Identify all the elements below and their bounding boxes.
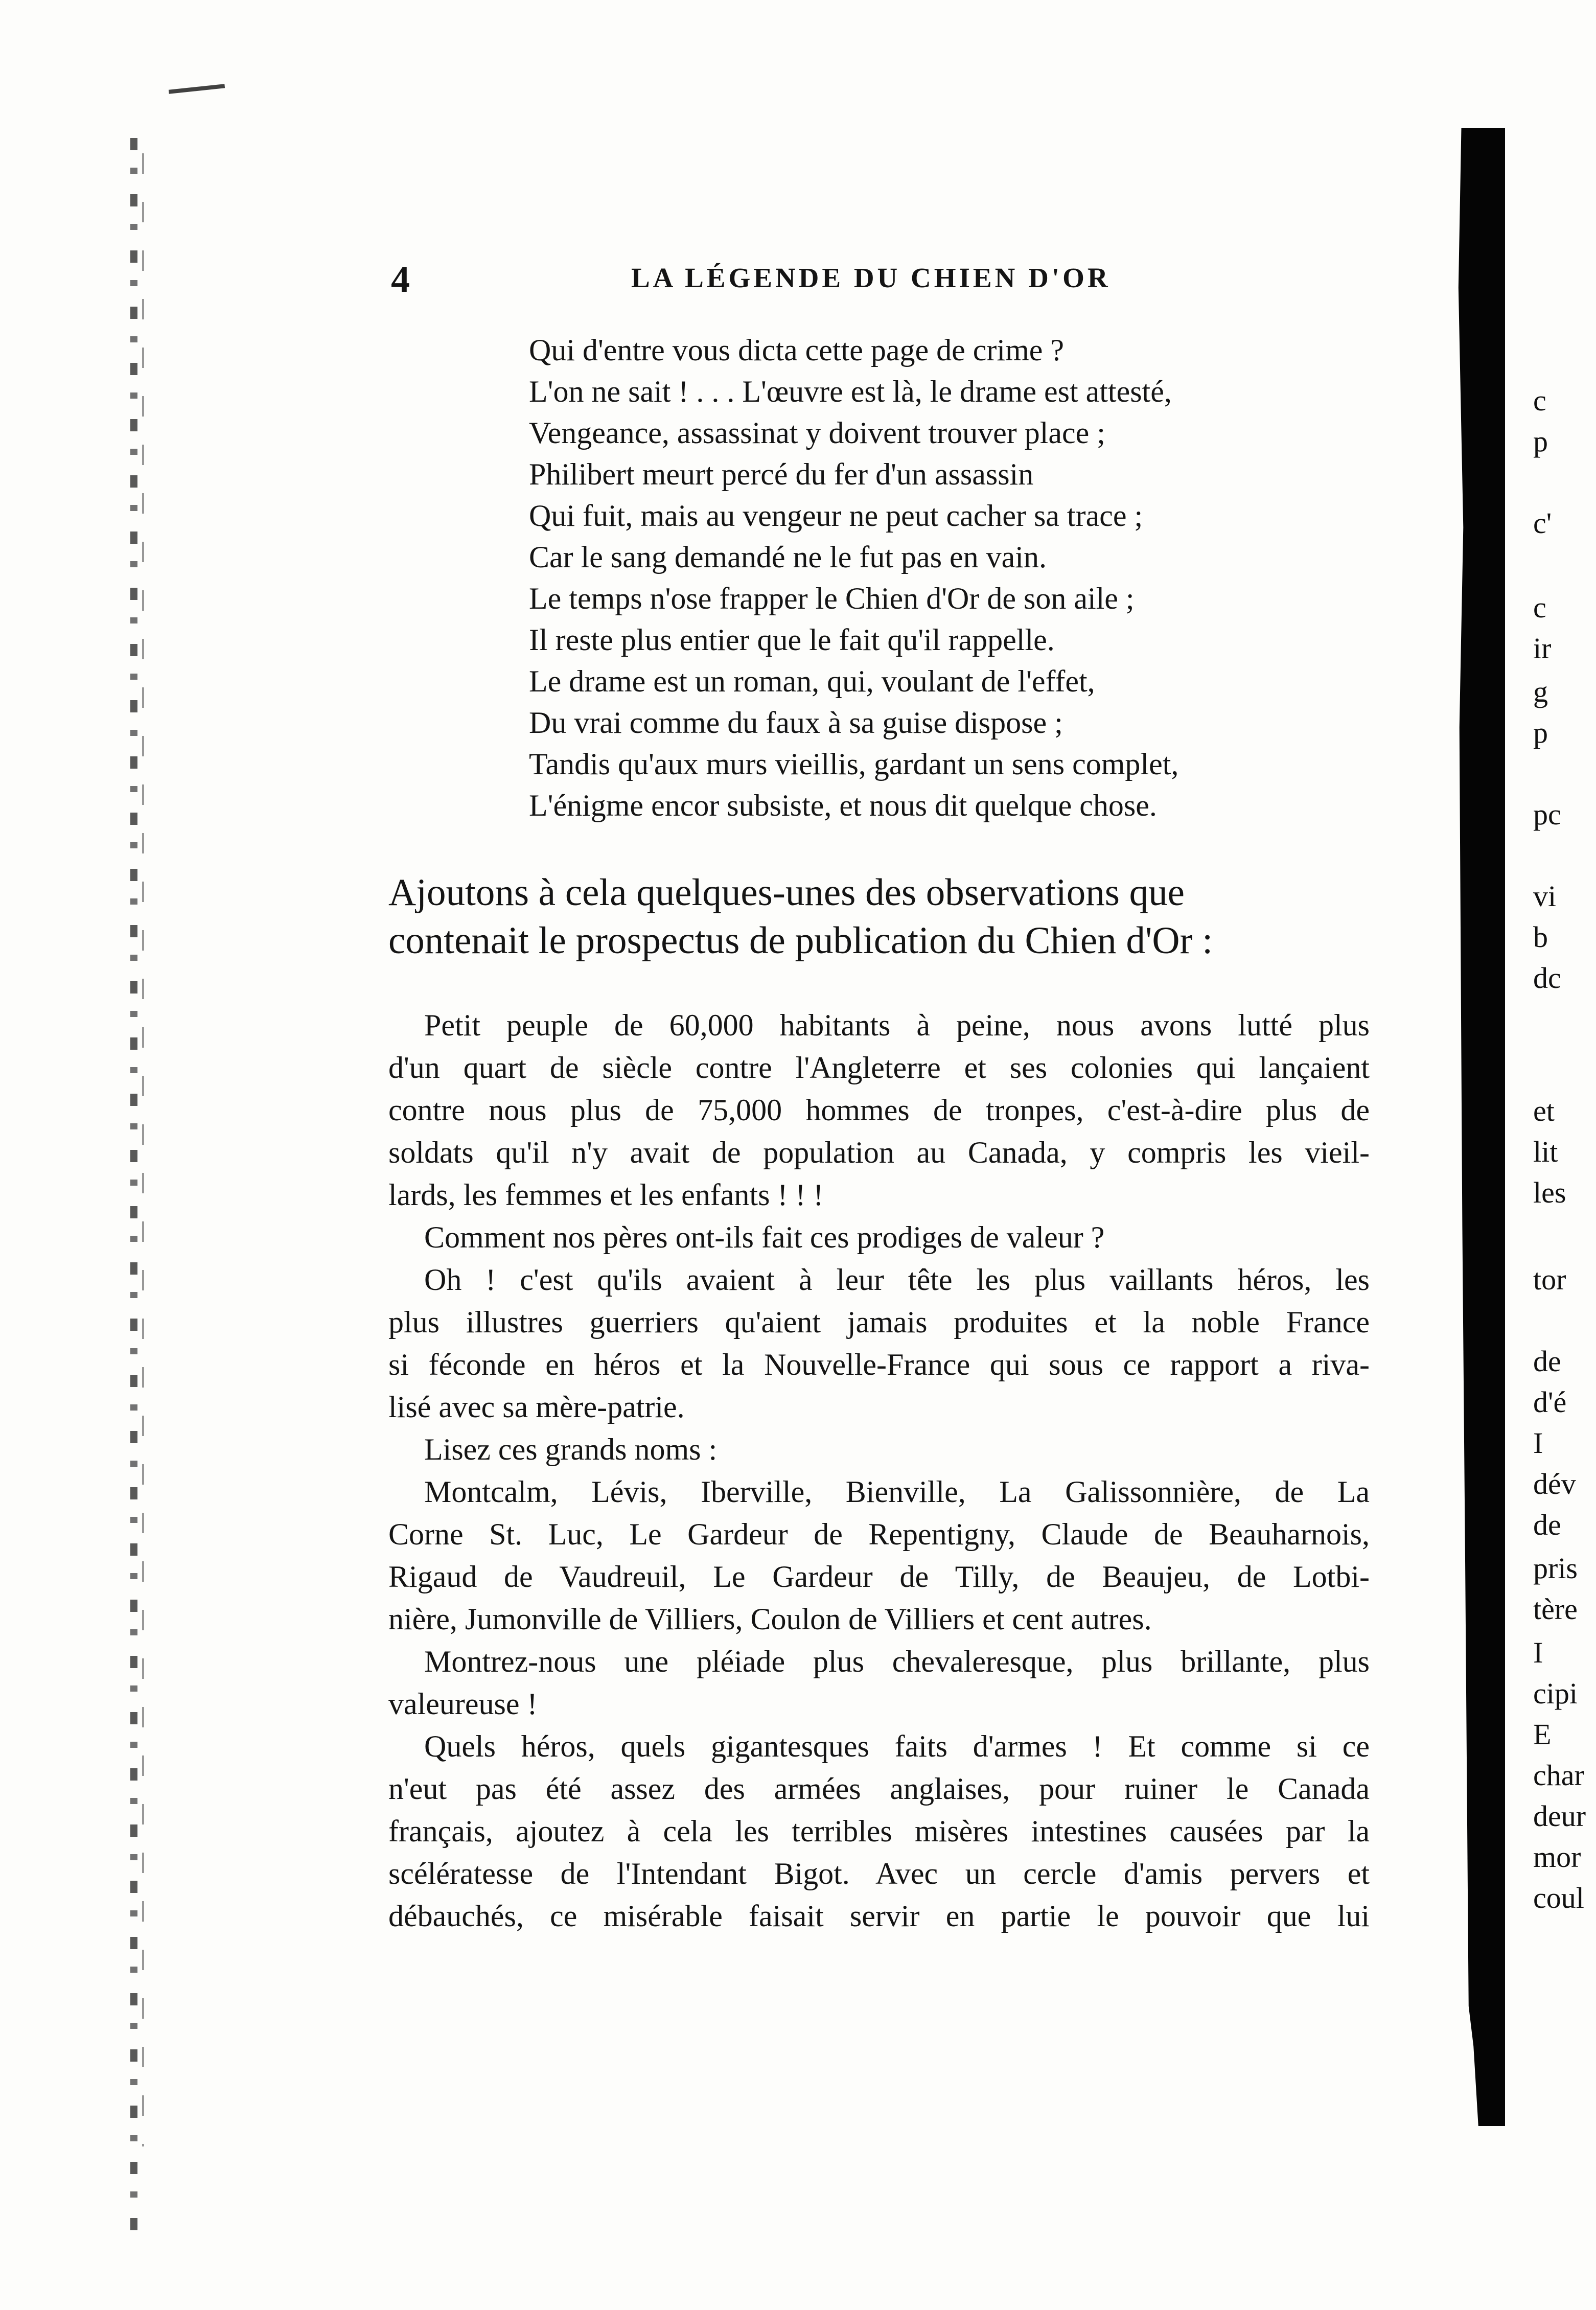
facing-page-fragment: coul bbox=[1533, 1881, 1584, 1914]
running-title: LA LÉGENDE DU CHIEN D'OR bbox=[631, 262, 1111, 293]
paragraph-line: Rigaud de Vaudreuil, Le Gardeur de Tilly, de Beaujeu, de Lotbi- bbox=[388, 1560, 1370, 1593]
facing-page-fragment: d'é bbox=[1533, 1385, 1567, 1419]
facing-page-fragment: ir bbox=[1533, 632, 1552, 665]
paragraph-line: contre nous plus de 75,000 hommes de tronpes, c'est-à-dire plus de bbox=[388, 1093, 1370, 1127]
paragraph-line: Montrez-nous une pléiade plus chevaleresque, plus brillante, plus bbox=[424, 1645, 1370, 1678]
poem-line: Le temps n'ose frapper le Chien d'Or de son aile ; bbox=[529, 582, 1135, 615]
facing-page-fragment: mor bbox=[1533, 1840, 1581, 1874]
paragraph-line: d'un quart de siècle contre l'Angleterre et ses colonies qui lançaient bbox=[388, 1051, 1370, 1084]
paragraph-line: débauchés, ce misérable faisait servir en partie le pouvoir que lui bbox=[388, 1899, 1370, 1933]
poem-line: L'énigme encor subsiste, et nous dit quelque chose. bbox=[529, 789, 1157, 822]
prose-block bbox=[388, 1004, 1370, 1937]
scan-top-mark bbox=[169, 84, 225, 94]
facing-page-fragment: vi bbox=[1533, 880, 1557, 913]
facing-page-fragment: deur bbox=[1533, 1799, 1586, 1833]
facing-page-fragment: les bbox=[1533, 1176, 1566, 1209]
paragraph-line: Petit peuple de 60,000 habitants à peine, nous avons lutté plus bbox=[424, 1008, 1370, 1042]
scan-left-edge-artifact-secondary bbox=[142, 153, 144, 2146]
paragraph-line: lisé avec sa mère-patrie. bbox=[388, 1390, 685, 1424]
facing-page-fragment: p bbox=[1533, 425, 1548, 458]
poem-line: Il reste plus entier que le fait qu'il rappelle. bbox=[529, 623, 1055, 657]
paragraph-line: scélératesse de l'Intendant Bigot. Avec un cercle d'amis pervers et bbox=[388, 1857, 1370, 1890]
facing-page-fragment: pc bbox=[1533, 798, 1561, 831]
facing-page-fragment: c bbox=[1533, 591, 1546, 624]
section-heading-line: contenait le prospectus de publication du Chien d'Or : bbox=[388, 919, 1213, 962]
facing-page-fragment: c bbox=[1533, 384, 1546, 417]
poem-line: Tandis qu'aux murs vieillis, gardant un sens complet, bbox=[529, 747, 1179, 781]
poem-line: L'on ne sait ! . . . L'œuvre est là, le drame est attesté, bbox=[529, 375, 1172, 408]
facing-page-fragment: c' bbox=[1533, 506, 1552, 540]
poem-line: Car le sang demandé ne le fut pas en vain. bbox=[529, 540, 1047, 574]
paragraph-line: si féconde en héros et la Nouvelle-France qui sous ce rapport a riva- bbox=[388, 1348, 1370, 1381]
scan-left-edge-artifact bbox=[130, 138, 137, 2238]
facing-page-fragment: lit bbox=[1533, 1135, 1558, 1168]
facing-page-fragment: de bbox=[1533, 1345, 1561, 1378]
facing-page-fragment: dc bbox=[1533, 961, 1561, 995]
poem-line: Du vrai comme du faux à sa guise dispose ; bbox=[529, 706, 1063, 740]
poem-line: Qui fuit, mais au vengeur ne peut cacher sa trace ; bbox=[529, 499, 1143, 533]
book-binding-shadow bbox=[1456, 128, 1505, 2126]
facing-page-fragment: I bbox=[1533, 1636, 1543, 1669]
poem-line: Le drame est un roman, qui, voulant de l'effet, bbox=[529, 664, 1095, 698]
facing-page-fragment: g bbox=[1533, 675, 1548, 708]
paragraph-line: Montcalm, Lévis, Iberville, Bienville, La Galissonnière, de La bbox=[424, 1475, 1370, 1509]
poem-block bbox=[529, 330, 1398, 826]
paragraph-line: Oh ! c'est qu'ils avaient à leur tête les plus vaillants héros, les bbox=[424, 1263, 1370, 1297]
facing-page-fragment: tor bbox=[1533, 1263, 1566, 1296]
facing-page-fragment: dév bbox=[1533, 1467, 1576, 1500]
facing-page-fragment: E bbox=[1533, 1718, 1552, 1751]
facing-page-fragment: p bbox=[1533, 716, 1548, 749]
poem-line: Qui d'entre vous dicta cette page de crime ? bbox=[529, 333, 1065, 367]
paragraph-line: lards, les femmes et les enfants ! ! ! bbox=[388, 1178, 824, 1212]
page-number: 4 bbox=[391, 259, 410, 301]
poem-line: Vengeance, assassinat y doivent trouver place ; bbox=[529, 416, 1105, 450]
facing-page-fragment: b bbox=[1533, 920, 1548, 954]
poem-line: Philibert meurt percé du fer d'un assassin bbox=[529, 457, 1034, 491]
paragraph-line: Lisez ces grands noms : bbox=[424, 1433, 718, 1466]
facing-page-fragment: cipi bbox=[1533, 1677, 1578, 1710]
facing-page-fragment: et bbox=[1533, 1094, 1555, 1127]
section-heading bbox=[388, 869, 1370, 965]
paragraph-line: valeureuse ! bbox=[388, 1687, 538, 1721]
paragraph-line: n'eut pas été assez des armées anglaises, pour ruiner le Canada bbox=[388, 1772, 1370, 1806]
paragraph-line: nière, Jumonville de Villiers, Coulon de Villiers et cent autres. bbox=[388, 1602, 1152, 1636]
facing-page-fragment: pris bbox=[1533, 1552, 1578, 1585]
paragraph-line: plus illustres guerriers qu'aient jamais produites et la noble France bbox=[388, 1305, 1370, 1339]
paragraph-line: soldats qu'il n'y avait de population au Canada, y compris les vieil- bbox=[388, 1136, 1370, 1169]
facing-page-fragment: I bbox=[1533, 1426, 1543, 1460]
paragraph-line: français, ajoutez à cela les terribles misères intestines causées par la bbox=[388, 1814, 1370, 1848]
facing-page-fragment: char bbox=[1533, 1759, 1584, 1792]
facing-page-fragment: de bbox=[1533, 1508, 1561, 1541]
paragraph-line: Quels héros, quels gigantesques faits d'armes ! Et comme si ce bbox=[424, 1729, 1370, 1763]
paragraph-line: Comment nos pères ont-ils fait ces prodiges de valeur ? bbox=[424, 1220, 1105, 1254]
paragraph-line: Corne St. Luc, Le Gardeur de Repentigny, Claude de Beauharnois, bbox=[388, 1517, 1370, 1551]
facing-page-fragment: tère bbox=[1533, 1592, 1578, 1626]
section-heading-line: Ajoutons à cela quelques-unes des observations que bbox=[388, 871, 1185, 914]
